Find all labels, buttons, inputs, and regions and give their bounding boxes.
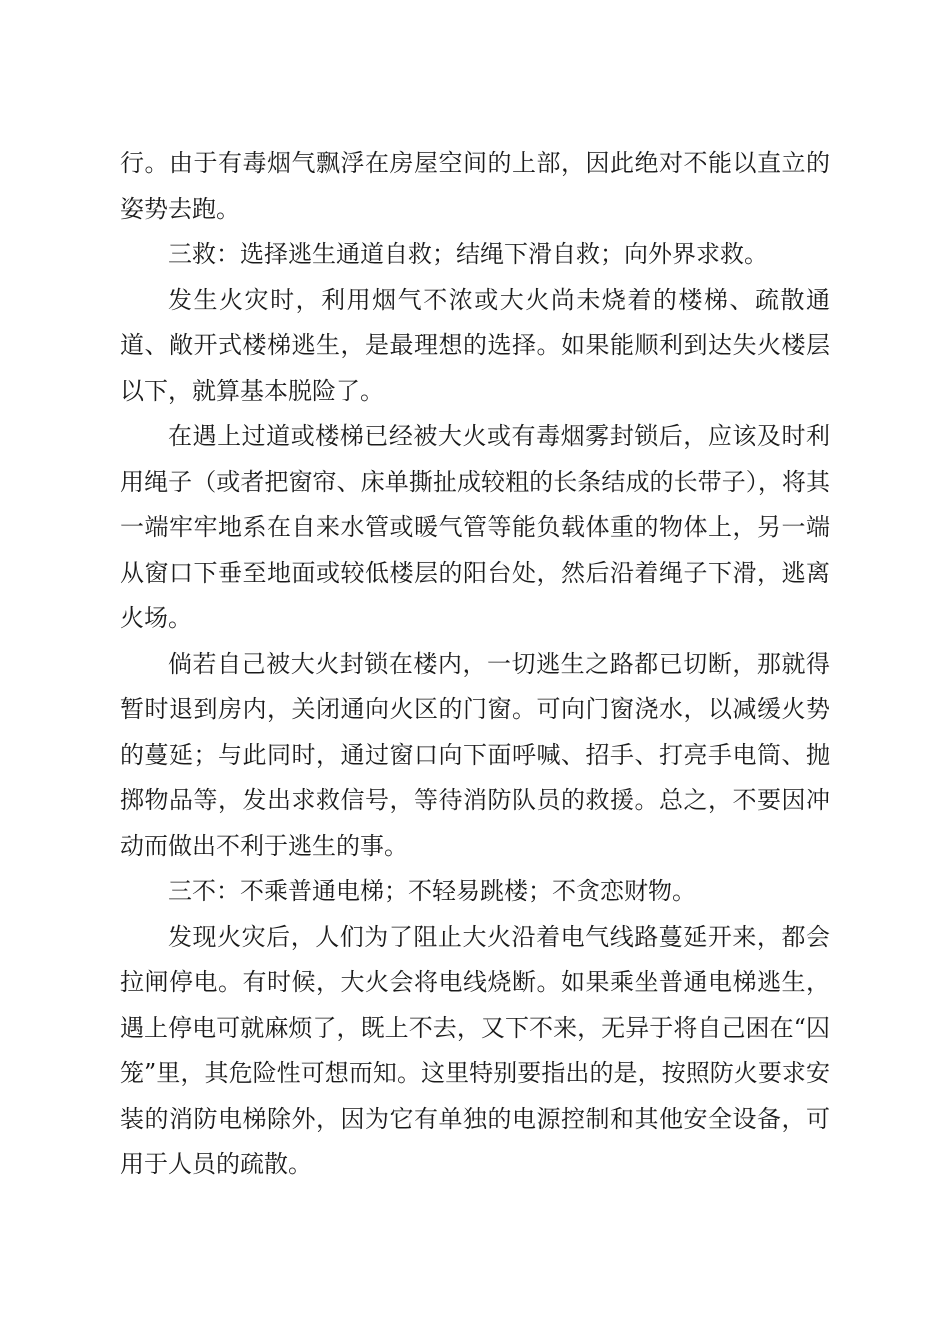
paragraph-call-for-help: 倘若自己被大火封锁在楼内，一切逃生之路都已切断，那就得暂时退到房内，关闭通向火区的门窗。可向门窗浇水，以减缓火势的蔓延；与此同时，通过窗口向下面呼喊、招手、打亮手电筒、抛掷物品等，发出求救信号，等待消防队员的救援。总之，不要因冲动而做出不利于逃生的事。 [120,649,830,860]
paragraph-stairway-escape: 发生火灾时，利用烟气不浓或大火尚未烧着的楼梯、疏散通道、敞开式楼梯逃生，是最理想的选择。如果能顺利到达失火楼层以下，就算基本脱险了。 [120,285,830,405]
paragraph-continuation: 行。由于有毒烟气飘浮在房屋空间的上部，因此绝对不能以直立的姿势去跑。 [120,149,830,223]
paragraph-three-donts-heading: 三不：不乘普通电梯；不轻易跳楼；不贪恋财物。 [168,877,696,905]
body-text [120,141,830,1188]
paragraph-rope-descent: 在遇上过道或楼梯已经被大火或有毒烟雾封锁后，应该及时利用绳子（或者把窗帘、床单撕扯成较粗的长条结成的长带子），将其一端牢牢地系在自来水管或暖气管等能负载体重的物体上，另一端从窗口下垂至地面或较低楼层的阳台处，然后沿着绳子下滑，逃离火场。 [120,422,830,632]
paragraph-three-rescues-heading: 三救：选择逃生通道自救；结绳下滑自救；向外界求救。 [168,240,768,268]
paragraph-elevator-warning: 发现火灾后，人们为了阻止大火沿着电气线路蔓延开来，都会拉闸停电。有时候，大火会将电线烧断。如果乘坐普通电梯逃生，遇上停电可就麻烦了，既上不去，又下不来，无异于将自己困在“囚笼”里，其危险性可想而知。这里特别要指出的是，按照防火要求安装的消防电梯除外，因为它有单独的电源控制和其他安全设备，可用于人员的疏散。 [120,922,830,1178]
